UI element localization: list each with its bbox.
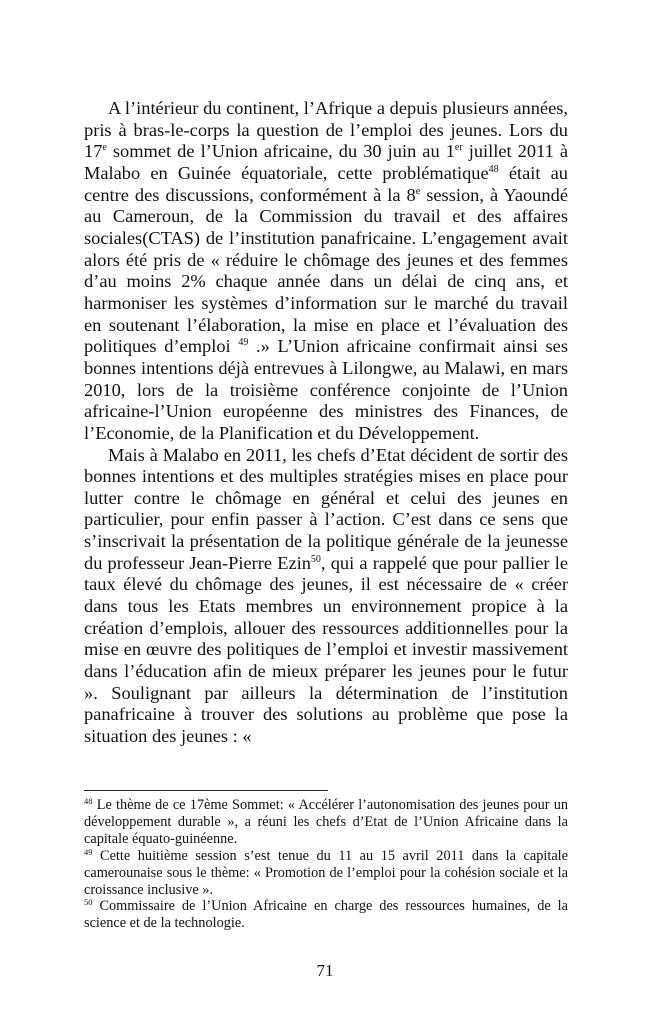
footnote-48	[84, 797, 568, 848]
body-text	[84, 98, 568, 748]
paragraph-2-text-2: , qui a rappelé que pour pallier le taux élevé du chômage des jeunes, il est nécessaire de « créer dans tous les Etats membres un environnement propice à la création d’emplois, allouer des ressources additionnelles pour la mise en œuvre des politiques de l’emploi et investir massivement dans l’éducation afin de mieux préparer les jeunes pour le futur ». Soulignant par ailleurs la détermination de l’institution panafricaine à trouver des solutions au problème que pose la situation des jeunes : «	[84, 552, 568, 747]
paragraph-1-text-4: était au centre des discussions, conformément à la 8	[84, 162, 568, 205]
footnote-49	[84, 848, 568, 899]
footnote-number: 48	[84, 796, 93, 806]
paragraph-1-text-2: sommet de l’Union africaine, du 30 juin au 1	[106, 141, 455, 162]
footnote-text: Commissaire de l’Union Africaine en charge des ressources humaines, de la science et de la technologie.	[84, 898, 568, 932]
footnote-number: 49	[84, 846, 93, 857]
footnote-text: Le thème de ce 17ème Sommet: « Accélérer l’autonomisation des jeunes pour un développement durable », a réuni les chefs d’Etat de l’Union Africaine dans la capitale équato-guinéenne.	[84, 797, 568, 847]
footnote-text: Cette huitième session s’est tenue du 11 au 15 avril 2011 dans la capitale camerounaise sous le thème: « Promotion de l’emploi pour la cohésion sociale et la croissance inclusive ».	[84, 847, 568, 898]
superscript-ordinal: e	[415, 185, 421, 197]
page-number: 71	[316, 961, 334, 980]
paragraph-1-text-5: session, à Yaoundé au Cameroun, de la Commission du travail et des affaires sociales(CTAS) de l’institution panafricaine. L’engagement avait alors été pris de « réduire le chômage des jeunes et des femmes d’au moins 2% chaque année dans un délai de cinq ans, et harmoniser les systèmes d’information sur le marché du travail en soutenant l’élaboration, la mise en place et l’évaluation des politiques d’emploi	[84, 184, 568, 357]
footnote-ref-48: 48	[488, 163, 499, 175]
superscript-ordinal: e	[102, 142, 107, 154]
paragraph-2	[84, 445, 568, 748]
paragraph-1	[84, 98, 568, 445]
paragraph-1-text-6: .» L’Union africaine confirmait ainsi ses bonnes intentions déjà entrevues à Lilongwe, au Malawi, en mars 2010, lors de la troisième conférence conjointe de l’Union africaine-l’Union européenne des ministres des Finances, de l’Economie, de la Planification et du Développement.	[84, 336, 568, 443]
footnote-ref-49: 49	[238, 337, 249, 349]
footnote-50	[84, 898, 568, 932]
paragraph-2-text-1: Mais à Malabo en 2011, les chefs d’Etat décident de sortir des bonnes intentions et des multiples stratégies mises en place pour lutter contre le chômage en général et celui des jeunes en particulier, pour enfin passer à l’action. C’est dans ce sens que s’inscrivait la présentation de la politique générale de la jeunesse du professeur Jean-Pierre Ezin	[84, 444, 568, 573]
paragraph-1-text-1: A l’intérieur du continent, l’Afrique a depuis plusieurs années, pris à bras-le-corps la question de l’emploi des jeunes. Lors du 17	[84, 98, 568, 162]
footnotes	[84, 797, 568, 932]
superscript-ordinal: er	[454, 142, 463, 154]
footnote-number: 50	[84, 897, 93, 908]
footnote-ref-50: 50	[310, 553, 321, 565]
footnote-separator	[84, 790, 328, 791]
paragraph-1-text-3: juillet 2011 à Malabo en Guinée équatoriale, cette problématique	[84, 141, 568, 183]
